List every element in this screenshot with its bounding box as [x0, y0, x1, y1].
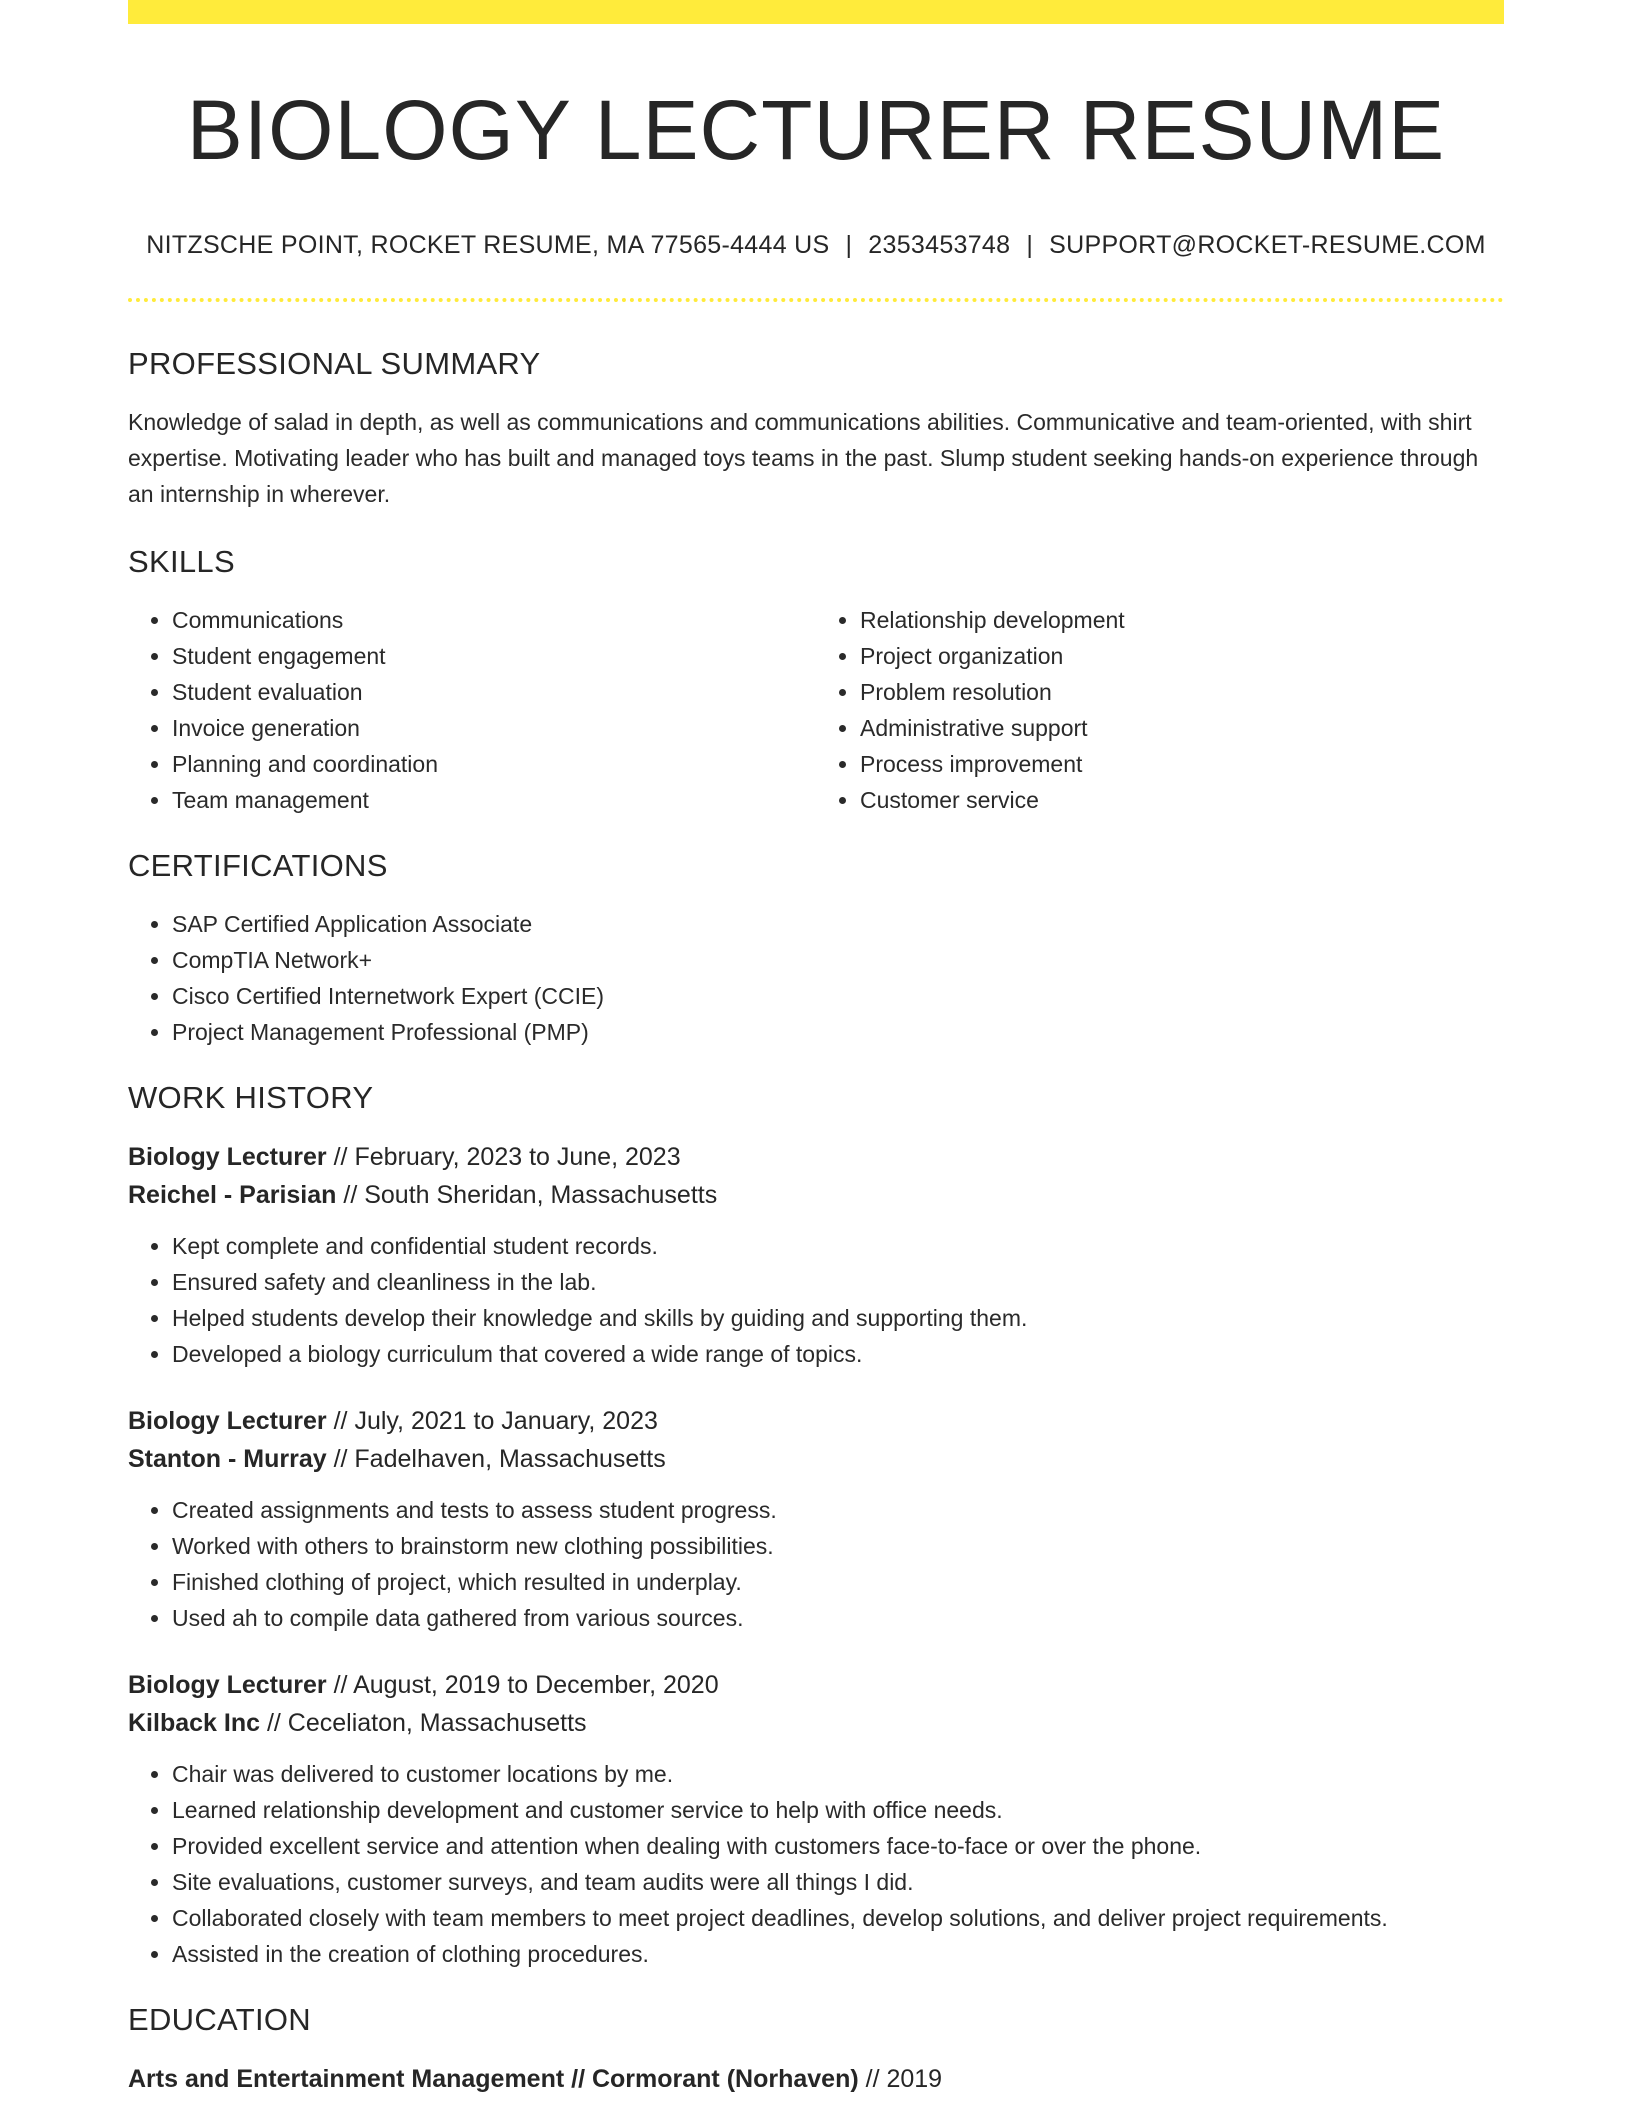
education-entry: [128, 2060, 1504, 2098]
job-title-line: [128, 1402, 1504, 1440]
job-bullet: • Chair was delivered to customer locations by me.: [172, 1756, 1504, 1792]
skill-item: • Administrative support: [860, 710, 1504, 746]
skills-column-right: [816, 602, 1504, 818]
job-entry: [128, 1666, 1504, 1972]
contact-line: [128, 230, 1504, 260]
education-heading: EDUCATION: [128, 2002, 311, 2037]
skill-item: • Team management: [172, 782, 816, 818]
skills-column-left: [128, 602, 816, 818]
job-dates: // July, 2021 to January, 2023: [333, 1407, 658, 1435]
job-bullet: • Ensured safety and cleanliness in the lab.: [172, 1264, 1504, 1300]
resume-title: BIOLOGY LECTURER RESUME: [186, 83, 1446, 177]
job-company: Reichel - Parisian: [128, 1181, 337, 1209]
skill-item: • Project organization: [860, 638, 1504, 674]
certification-item: • Cisco Certified Internetwork Expert (CCIE): [172, 978, 1504, 1014]
job-title-line: [128, 1138, 1504, 1176]
job-title: Biology Lecturer: [128, 1671, 327, 1699]
skills-heading: SKILLS: [128, 544, 235, 579]
job-bullet: • Developed a biology curriculum that covered a wide range of topics.: [172, 1336, 1504, 1372]
skill-item: • Problem resolution: [860, 674, 1504, 710]
job-entry: [128, 1402, 1504, 1636]
job-bullet: • Worked with others to brainstorm new clothing possibilities.: [172, 1528, 1504, 1564]
job-title: Biology Lecturer: [128, 1143, 327, 1171]
job-bullet: • Site evaluations, customer surveys, and team audits were all things I did.: [172, 1864, 1504, 1900]
job-company: Stanton - Murray: [128, 1445, 327, 1473]
skill-item: • Process improvement: [860, 746, 1504, 782]
contact-separator: |: [1026, 231, 1034, 259]
job-bullet: • Learned relationship development and customer service to help with office needs.: [172, 1792, 1504, 1828]
job-bullets: [128, 1756, 1504, 1972]
contact-email: SUPPORT@ROCKET-RESUME.COM: [1049, 231, 1486, 259]
certifications-list: [128, 906, 1504, 1050]
contact-address: NITZSCHE POINT, ROCKET RESUME, MA 77565-4444 US: [146, 231, 830, 259]
job-title: Biology Lecturer: [128, 1407, 327, 1435]
skills-list: [128, 602, 1504, 818]
job-dates: // August, 2019 to December, 2020: [333, 1671, 719, 1699]
job-bullets: [128, 1228, 1504, 1372]
skill-item: • Student engagement: [172, 638, 816, 674]
job-location: // Ceceliaton, Massachusetts: [266, 1709, 587, 1737]
resume-page: [128, 0, 1504, 2098]
dotted-divider: [128, 298, 1504, 302]
job-company-line: [128, 1704, 1504, 1742]
contact-phone: 2353453748: [868, 231, 1011, 259]
job-company: Kilback Inc: [128, 1709, 260, 1737]
work-history-heading: WORK HISTORY: [128, 1080, 374, 1115]
skill-item: • Invoice generation: [172, 710, 816, 746]
skill-item: • Communications: [172, 602, 816, 638]
job-company-line: [128, 1176, 1504, 1214]
certification-item: • CompTIA Network+: [172, 942, 1504, 978]
job-bullet: • Used ah to compile data gathered from various sources.: [172, 1600, 1504, 1636]
job-bullet: • Finished clothing of project, which resulted in underplay.: [172, 1564, 1504, 1600]
job-entry: [128, 1138, 1504, 1372]
job-bullet: • Provided excellent service and attention when dealing with customers face-to-face or over the phone.: [172, 1828, 1504, 1864]
education-school: // Cormorant (Norhaven): [571, 2065, 859, 2093]
contact-separator: |: [845, 231, 853, 259]
skill-item: • Student evaluation: [172, 674, 816, 710]
job-bullet: • Kept complete and confidential student records.: [172, 1228, 1504, 1264]
job-bullet: • Assisted in the creation of clothing procedures.: [172, 1936, 1504, 1972]
skill-item: • Relationship development: [860, 602, 1504, 638]
skill-item: • Planning and coordination: [172, 746, 816, 782]
job-title-line: [128, 1666, 1504, 1704]
certification-item: • Project Management Professional (PMP): [172, 1014, 1504, 1050]
job-location: // South Sheridan, Massachusetts: [343, 1181, 718, 1209]
job-bullet: • Helped students develop their knowledge and skills by guiding and supporting them.: [172, 1300, 1504, 1336]
job-bullet: • Collaborated closely with team members to meet project deadlines, develop solutions, and deliver project requirements.: [172, 1900, 1504, 1936]
education-degree: Arts and Entertainment Management: [128, 2065, 565, 2093]
top-accent-bar: [128, 0, 1504, 24]
job-bullets: [128, 1492, 1504, 1636]
summary-text: Knowledge of salad in depth, as well as communications and communications abilities. Communicative and team-oriented, with shirt expertise. Motivating leader who has built and managed toys teams in the past. Slump student seeking hands-on experience through an internship in wherever.: [128, 409, 1479, 507]
summary-heading: PROFESSIONAL SUMMARY: [128, 346, 541, 381]
job-company-line: [128, 1440, 1504, 1478]
skill-item: • Customer service: [860, 782, 1504, 818]
job-location: // Fadelhaven, Massachusetts: [333, 1445, 666, 1473]
certification-item: • SAP Certified Application Associate: [172, 906, 1504, 942]
certifications-heading: CERTIFICATIONS: [128, 848, 388, 883]
education-year: // 2019: [865, 2065, 943, 2093]
job-dates: // February, 2023 to June, 2023: [333, 1143, 681, 1171]
job-bullet: • Created assignments and tests to assess student progress.: [172, 1492, 1504, 1528]
